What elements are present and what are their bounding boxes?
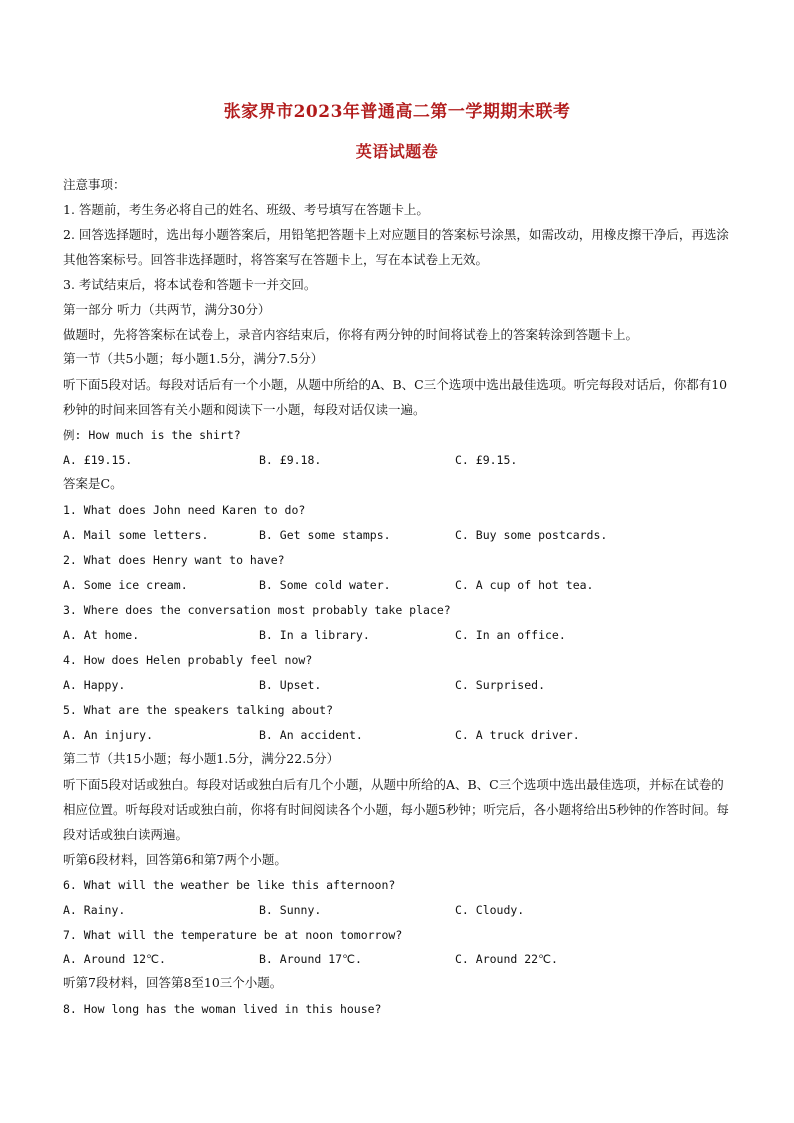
example-question: 例: How much is the shirt?	[63, 428, 241, 442]
example-option-b: B. £9.18.	[259, 453, 322, 467]
exam-subtitle: 英语试题卷	[355, 142, 439, 161]
q4-option-b: B. Upset.	[259, 678, 322, 692]
part1-intro: 做题时，先将答案标在试卷上，录音内容结束后，你将有两分钟的时间将试卷上的答案转涂到答题卡上。	[63, 327, 639, 342]
q5-option-b: B. An accident.	[259, 728, 363, 742]
question-6: 6. What will the weather be like this afternoon?	[63, 878, 396, 892]
q3-option-c: C. In an office.	[455, 628, 566, 642]
material-6-note: 听第6段材料，回答第6和第7两个小题。	[63, 852, 287, 867]
q3-option-a: A. At home.	[63, 628, 140, 642]
q3-option-b: B. In a library.	[259, 628, 370, 642]
q1-option-b: B. Get some stamps.	[259, 528, 391, 542]
example-option-c: C. £9.15.	[455, 453, 518, 467]
note-1: 1. 答题前，考生务必将自己的姓名、班级、考号填写在答题卡上。	[63, 202, 429, 217]
note-2: 2. 回答选择题时，选出每小题答案后，用铅笔把答题卡上对应题目的答案标号涂黑，如需改动，用橡皮擦干净后，再选涂其他答案标号。回答非选择题时，将答案写在答题卡上，写在本试卷上无效。	[63, 227, 729, 267]
section1-intro: 听下面5段对话。每段对话后有一个小题，从题中所给的A、B、C三个选项中选出最佳选项。听完每段对话后，你都有10秒钟的时间来回答有关小题和阅读下一小题，每段对话仅读一遍。	[63, 377, 728, 417]
example-answer: 答案是C。	[63, 476, 123, 491]
q4-option-c: C. Surprised.	[455, 678, 546, 692]
exam-title: 张家界市2023年普通高二第一学期期末联考	[223, 102, 571, 122]
q1-option-c: C. Buy some postcards.	[455, 528, 608, 542]
notes-heading: 注意事项：	[63, 177, 126, 192]
q7-option-c: C. Around 22℃.	[455, 952, 558, 966]
section2-heading: 第二节（共15小题；每小题1.5分，满分22.5分）	[63, 751, 340, 766]
q6-option-a: A. Rainy.	[63, 903, 126, 917]
q5-option-a: A. An injury.	[63, 728, 154, 742]
question-3: 3. Where does the conversation most probably take place?	[63, 603, 451, 617]
question-1: 1. What does John need Karen to do?	[63, 503, 306, 517]
note-3: 3. 考试结束后，将本试卷和答题卡一并交回。	[63, 277, 317, 292]
q6-option-b: B. Sunny.	[259, 903, 322, 917]
question-8: 8. How long has the woman lived in this house?	[63, 1002, 382, 1016]
material-7-note: 听第7段材料，回答第8至10三个小题。	[63, 975, 283, 990]
q2-option-c: C. A cup of hot tea.	[455, 578, 594, 592]
example-option-a: A. £19.15.	[63, 453, 133, 467]
question-4: 4. How does Helen probably feel now?	[63, 653, 313, 667]
q4-option-a: A. Happy.	[63, 678, 126, 692]
question-7: 7. What will the temperature be at noon tomorrow?	[63, 928, 403, 942]
question-2: 2. What does Henry want to have?	[63, 553, 285, 567]
q5-option-c: C. A truck driver.	[455, 728, 580, 742]
question-5: 5. What are the speakers talking about?	[63, 703, 334, 717]
q7-option-b: B. Around 17℃.	[259, 952, 362, 966]
q2-option-b: B. Some cold water.	[259, 578, 391, 592]
q7-option-a: A. Around 12℃.	[63, 952, 166, 966]
section2-intro: 听下面5段对话或独白。每段对话或独白后有几个小题，从题中所给的A、B、C三个选项中选出最佳选项，并标在试卷的相应位置。听每段对话或独白前，你将有时间阅读各个小题，每小题5秒钟；听完后，各小题将给出5秒钟的作答时间。每段对话或独白读两遍。	[63, 777, 729, 842]
q2-option-a: A. Some ice cream.	[63, 578, 188, 592]
q6-option-c: C. Cloudy.	[455, 903, 525, 917]
part1-heading: 第一部分 听力（共两节，满分30分）	[63, 302, 271, 317]
q1-option-a: A. Mail some letters.	[63, 528, 209, 542]
section1-heading: 第一节（共5小题；每小题1.5分，满分7.5分）	[63, 351, 324, 366]
